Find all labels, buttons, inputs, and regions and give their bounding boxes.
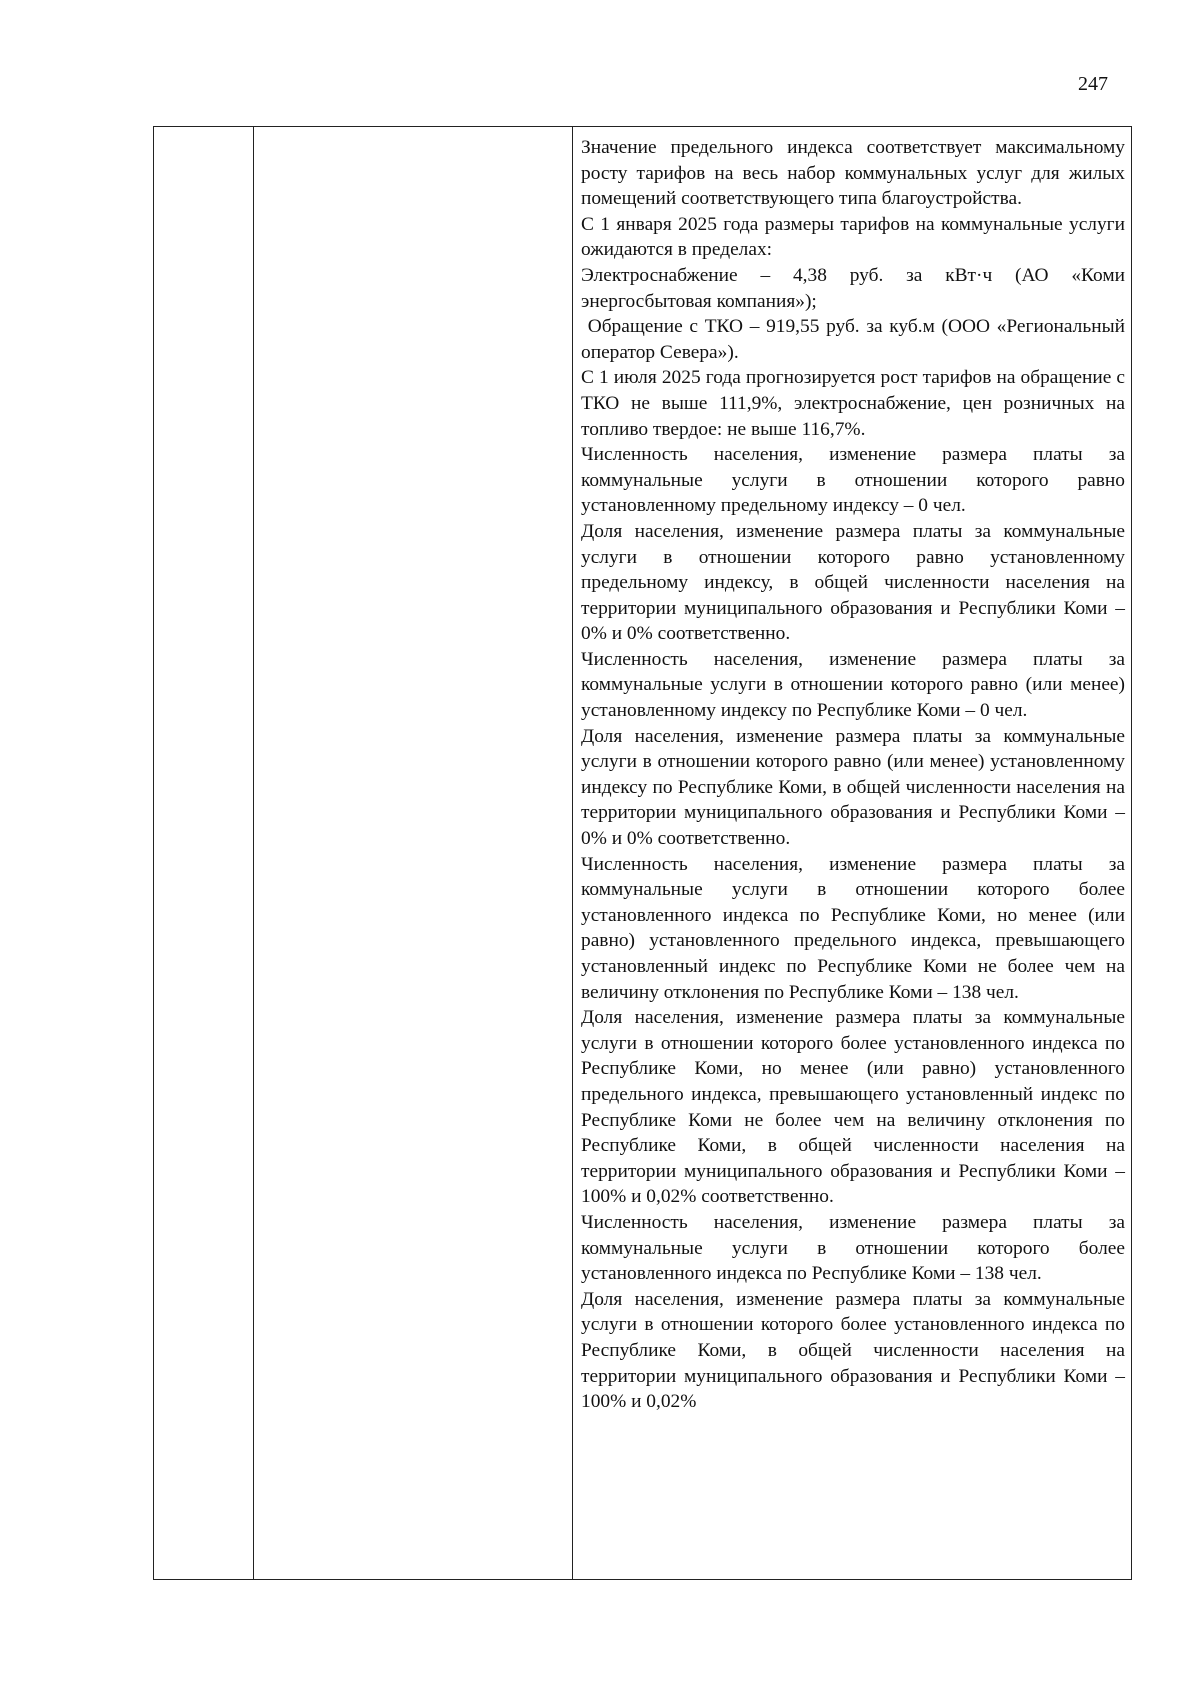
paragraph: Численность населения, изменение размера платы за коммунальные услуги в отношении которого более установленного индекса по Республике Коми, но менее (или равно) установленного предельного индекса, превышающего установленный индекс по Республике Коми не более чем на величину отклонения по Республике Коми – 138 чел. xyxy=(581,853,1125,1003)
paragraph: Численность населения, изменение размера платы за коммунальные услуги в отношении которого равно (или менее) установленному индексу по Республике Коми – 0 чел. xyxy=(581,648,1125,722)
paragraph: С 1 января 2025 года размеры тарифов на коммунальные услуги ожидаются в пределах: xyxy=(581,213,1125,261)
document-table xyxy=(153,126,1132,1580)
paragraph: Доля населения, изменение размера платы за коммунальные услуги в отношении которого равно установленному предельному индексу, в общей численности населения на территории муниципального образования и Республики Коми – 0% и 0% соответственно. xyxy=(581,520,1125,645)
column-divider-2 xyxy=(572,127,573,1579)
column-divider-1 xyxy=(253,127,254,1579)
paragraph: Численность населения, изменение размера платы за коммунальные услуги в отношении которого равно установленному предельному индексу – 0 чел. xyxy=(581,444,1125,517)
table-cell-text xyxy=(581,135,1130,1415)
paragraph: С 1 июля 2025 года прогнозируется рост тарифов на обращение с ТКО не выше 111,9%, электроснабжение, цен розничных на топливо твердое: не выше 116,7%. xyxy=(581,367,1125,440)
paragraph: Значение предельного индекса соответствует максимальному росту тарифов на весь набор коммунальных услуг для жилых помещений соответствующего типа благоустройства. xyxy=(581,137,1125,210)
paragraph: Численность населения, изменение размера платы за коммунальные услуги в отношении которого более установленного индекса по Республике Коми – 138 чел. xyxy=(581,1211,1125,1285)
paragraph: Доля населения, изменение размера платы за коммунальные услуги в отношении которого равно (или менее) установленному индексу по Республике Коми, в общей численности населения на территории муниципального образования и Республики Коми – 0% и 0% соответственно. xyxy=(581,725,1125,850)
paragraph: Обращение с ТКО – 919,55 руб. за куб.м (ООО «Региональный оператор Севера»). xyxy=(581,316,1130,363)
paragraph: Доля населения, изменение размера платы за коммунальные услуги в отношении которого более установленного индекса по Республике Коми, в общей численности населения на территории муниципального образования и Республики Коми – 100% и 0,02% xyxy=(581,1288,1125,1413)
paragraph: Электроснабжение – 4,38 руб. за кВт·ч (АО «Коми энергосбытовая компания»); xyxy=(581,264,1125,312)
page-number: 247 xyxy=(1078,73,1108,95)
paragraph: Доля населения, изменение размера платы за коммунальные услуги в отношении которого более установленного индекса по Республике Коми, но менее (или равно) установленного предельного индекса, превышающего установленный индекс по Республике Коми не более чем на величину отклонения по Республике Коми, в общей численности населения на территории муниципального образования и Республики Коми – 100% и 0,02% соответственно. xyxy=(581,1007,1125,1208)
